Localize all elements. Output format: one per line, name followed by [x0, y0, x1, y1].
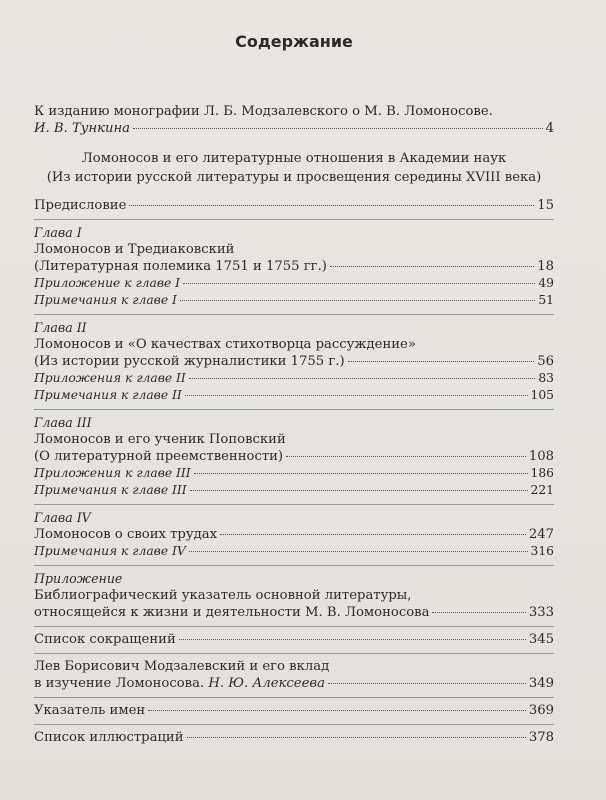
toc-page-number: 247: [528, 527, 554, 542]
toc-entry-intro: [34, 103, 554, 137]
dot-leader: [220, 534, 526, 535]
appendix-subtitle: относящейся к жизни и деятельности М. В. Ломоносова: [34, 605, 430, 620]
dot-leader: [189, 551, 528, 552]
toc-page-number: 369: [528, 703, 554, 718]
dot-leader: [348, 361, 535, 362]
divider: [34, 724, 554, 725]
chapter-appendix-label: Приложение к главе I: [34, 276, 181, 290]
chapter-heading: Глава III: [34, 415, 92, 430]
dot-leader: [180, 300, 535, 301]
toc-page-number: 56: [537, 354, 554, 369]
toc-page-number: 15: [537, 198, 554, 213]
book-title-line: Ломоносов и его литературные отношения в Академии наук: [81, 151, 507, 166]
dot-leader: [194, 473, 528, 474]
chapter-heading: Глава I: [34, 225, 82, 240]
chapter-appendix-label: Приложения к главе II: [34, 371, 186, 385]
page-title: Содержание: [235, 32, 353, 51]
appendix-title: Библиографический указатель основной литературы,: [34, 588, 412, 603]
divider: [34, 504, 554, 505]
dot-leader: [189, 378, 536, 379]
dot-leader: [185, 395, 528, 396]
essay-subtitle: в изучение Ломоносова.: [34, 676, 205, 691]
toc-page-number: 186: [530, 466, 554, 480]
toc-page-number: 83: [538, 371, 554, 385]
essay-title: Лев Борисович Модзалевский и его вклад: [34, 659, 330, 674]
toc-entry-label: К изданию монографии Л. Б. Модзалевского о М. В. Ломоносове.: [34, 104, 493, 119]
divider: [34, 697, 554, 698]
toc-entry-label: Список иллюстраций: [34, 730, 184, 745]
divider: [34, 653, 554, 654]
chapter-notes-label: Примечания к главе IV: [34, 544, 186, 558]
toc-page-number: 349: [528, 676, 554, 691]
divider: [34, 565, 554, 566]
dot-leader: [187, 737, 526, 738]
appendix-heading: Приложение: [34, 571, 123, 586]
toc-entry-preface: [34, 197, 554, 214]
dot-leader: [148, 710, 526, 711]
toc-page-number: 108: [528, 449, 554, 464]
dot-leader: [183, 283, 535, 284]
toc-chapter-1: [34, 224, 554, 309]
toc-page-number: 105: [530, 388, 554, 402]
chapter-heading: Глава II: [34, 320, 87, 335]
divider: [34, 626, 554, 627]
toc-entry-illustrations: [34, 729, 554, 746]
dot-leader: [330, 266, 534, 267]
chapter-heading: Глава IV: [34, 510, 91, 525]
book-subtitle-line: (Из истории русской литературы и просвещения середины XVIII века): [46, 170, 542, 185]
chapter-notes-label: Примечания к главе I: [34, 293, 177, 307]
divider: [34, 314, 554, 315]
toc-entry-label: Список сокращений: [34, 632, 176, 647]
dot-leader: [133, 128, 543, 129]
book-title-heading: [34, 149, 554, 187]
toc-page-number: 378: [528, 730, 554, 745]
dot-leader: [179, 639, 526, 640]
essay-author: Н. Ю. Алексеева: [208, 676, 325, 691]
dot-leader: [432, 612, 525, 613]
dot-leader: [286, 456, 526, 457]
table-of-contents: [34, 32, 554, 746]
toc-chapter-4: [34, 509, 554, 560]
toc-page-number: 316: [530, 544, 554, 558]
chapter-title: Ломоносов о своих трудах: [34, 527, 218, 542]
chapter-title: Ломоносов и «О качествах стихотворца рассуждение»: [34, 337, 416, 352]
divider: [34, 219, 554, 220]
chapter-title: Ломоносов и его ученик Поповский: [34, 432, 286, 447]
toc-page-number: 49: [538, 276, 554, 290]
chapter-notes-label: Примечания к главе II: [34, 388, 182, 402]
toc-entry-abbreviations: [34, 631, 554, 648]
toc-page-number: 345: [528, 632, 554, 647]
chapter-subtitle: (Из истории русской журналистики 1755 г.): [34, 354, 345, 369]
toc-entry-label: Указатель имен: [34, 703, 146, 718]
chapter-subtitle: (О литературной преемственности): [34, 449, 284, 464]
chapter-subtitle: (Литературная полемика 1751 и 1755 гг.): [34, 259, 327, 274]
chapter-appendix-label: Приложения к главе III: [34, 466, 191, 480]
toc-page-number: 4: [545, 121, 554, 136]
toc-page-number: 221: [530, 483, 554, 497]
dot-leader: [129, 205, 534, 206]
chapter-notes-label: Примечания к главе III: [34, 483, 187, 497]
toc-entry-names-index: [34, 702, 554, 719]
toc-page-number: 333: [528, 605, 554, 620]
dot-leader: [190, 490, 528, 491]
toc-entry-essay: [34, 658, 554, 692]
toc-chapter-3: [34, 414, 554, 499]
dot-leader: [328, 683, 526, 684]
toc-entry-appendix: [34, 570, 554, 621]
toc-chapter-2: [34, 319, 554, 404]
divider: [34, 409, 554, 410]
toc-entry-label: Предисловие: [34, 198, 127, 213]
toc-page-number: 18: [537, 259, 554, 274]
toc-page-number: 51: [538, 293, 554, 307]
chapter-title: Ломоносов и Тредиаковский: [34, 242, 235, 257]
toc-entry-author: И. В. Тункина: [34, 121, 131, 136]
